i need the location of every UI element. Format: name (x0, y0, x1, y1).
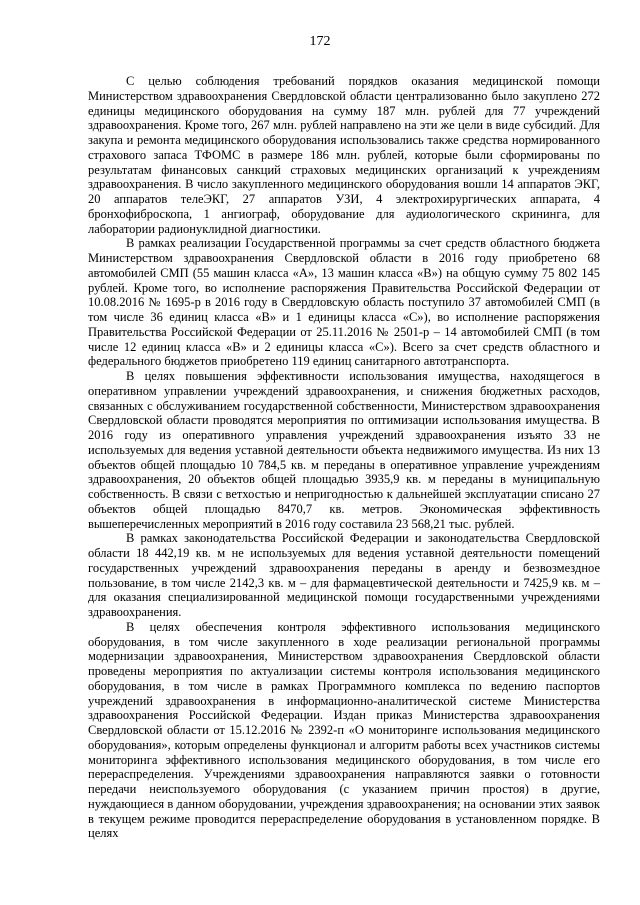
paragraph-ambulance-vehicles: В рамках реализации Государственной программы за счет средств областного бюджета Министерством здравоохранения Свердловской области в 2016 году приобретено 68 автомобилей СМП (55 машин класса «А», 13 машин класса «В») на общую сумму 75 802 145 рублей. Кроме того, во исполнение распоряжения Правительства Российской Федерации от 10.08.2016 № 1695-р в 2016 году в Свердловскую область поступило 37 автомобилей СМП (в том числе 36 единиц класса «В» и 1 единицы класса «С»), во исполнение распоряжения Правительства Российской Федерации от 25.11.2016 № 2501-р – 14 автомобилей СМП (в том числе 12 единиц класса «В» и 2 единицы класса «С»). Всего за счет средств областного и федерального бюджетов приобретено 119 единиц санитарного автотранспорта. (88, 236, 600, 369)
page-number: 172 (309, 34, 331, 49)
paragraph-premises-lease: В рамках законодательства Российской Федерации и законодательства Свердловской области 18 442,19 кв. м не используемых для ведения уставной деятельности помещений государственных учреждений здравоохранения переданы в аренду и безвозмездное пользование, в том числе 2142,3 кв. м – для фармацевтической деятельности и 7425,9 кв. м – для оказания специализированной медицинской помощи государственными учреждениями здравоохранения. (88, 531, 600, 619)
paragraph-property-optimization: В целях повышения эффективности использования имущества, находящегося в оперативном управлении учреждений здравоохранения, и снижения бюджетных расходов, связанных с обслуживанием государственной собственности, Министерством здравоохранения Свердловской области проводятся мероприятия по оптимизации использования имущества. В 2016 году из оперативного управления учреждений здравоохранения изъято 33 не используемых для ведения уставной деятельности объекта недвижимого имущества. Из них 13 объектов общей площадью 10 784,5 кв. м переданы в оперативное управление учреждениям здравоохранения, 20 объектов общей площадью 3935,9 кв. м переданы в муниципальную собственность. В связи с ветхостью и непригодностью к дальнейшей эксплуатации списано 27 объектов общей площадью 8470,7 кв. метров. Экономическая эффективность вышеперечисленных мероприятий в 2016 году составила 23 568,21 тыс. рублей. (88, 369, 600, 531)
paragraph-medical-equipment-purchase: С целью соблюдения требований порядков оказания медицинской помощи Министерством здравоохранения Свердловской области централизованно было закуплено 272 единицы медицинского оборудования на сумму 187 млн. рублей для 77 учреждений здравоохранения. Кроме того, 267 млн. рублей направлено на эти же цели в виде субсидий. Для закупа и ремонта медицинского оборудования использовались также средства нормированного страхового запаса ТФОМС в размере 186 млн. рублей, которые были сформированы по результатам финансовых санкций страховых медицинских организаций к учреждениям здравоохранения. В число закупленного медицинского оборудования вошли 14 аппаратов ЭКГ, 20 аппаратов телеЭКГ, 27 аппаратов УЗИ, 4 электрохирургических аппарата, 4 бронхофиброскопа, 1 ангиограф, оборудование для аудиологического скрининга, для лаборатории радионуклидной диагностики. (88, 74, 600, 236)
paragraph-equipment-monitoring: В целях обеспечения контроля эффективного использования медицинского оборудования, в том числе закупленного в ходе реализации региональной программы модернизации здравоохранения, Министерством здравоохранения Свердловской области проведены мероприятия по актуализации системы контроля использования медицинского оборудования, в том числе в рамках Программного комплекса по ведению паспортов учреждений здравоохранения в информационно-аналитической системе Министерства здравоохранения Российской Федерации. Издан приказ Министерства здравоохранения Свердловской области от 15.12.2016 № 2392-п «О мониторинге использования медицинского оборудования», которым определены функционал и алгоритм работы всех участников системы мониторинга эффективного использования медицинского оборудования, в том числе его перераспределения. Учреждениями здравоохранения направляются заявки о готовности передачи неиспользуемого оборудования (с указанием причин простоя) в другие, нуждающиеся в данном оборудовании, учреждения здравоохранения; на основании этих заявок в текущем режиме проводится перераспределение оборудования в установленном порядке. В целях (88, 619, 600, 841)
document-body (88, 74, 600, 841)
